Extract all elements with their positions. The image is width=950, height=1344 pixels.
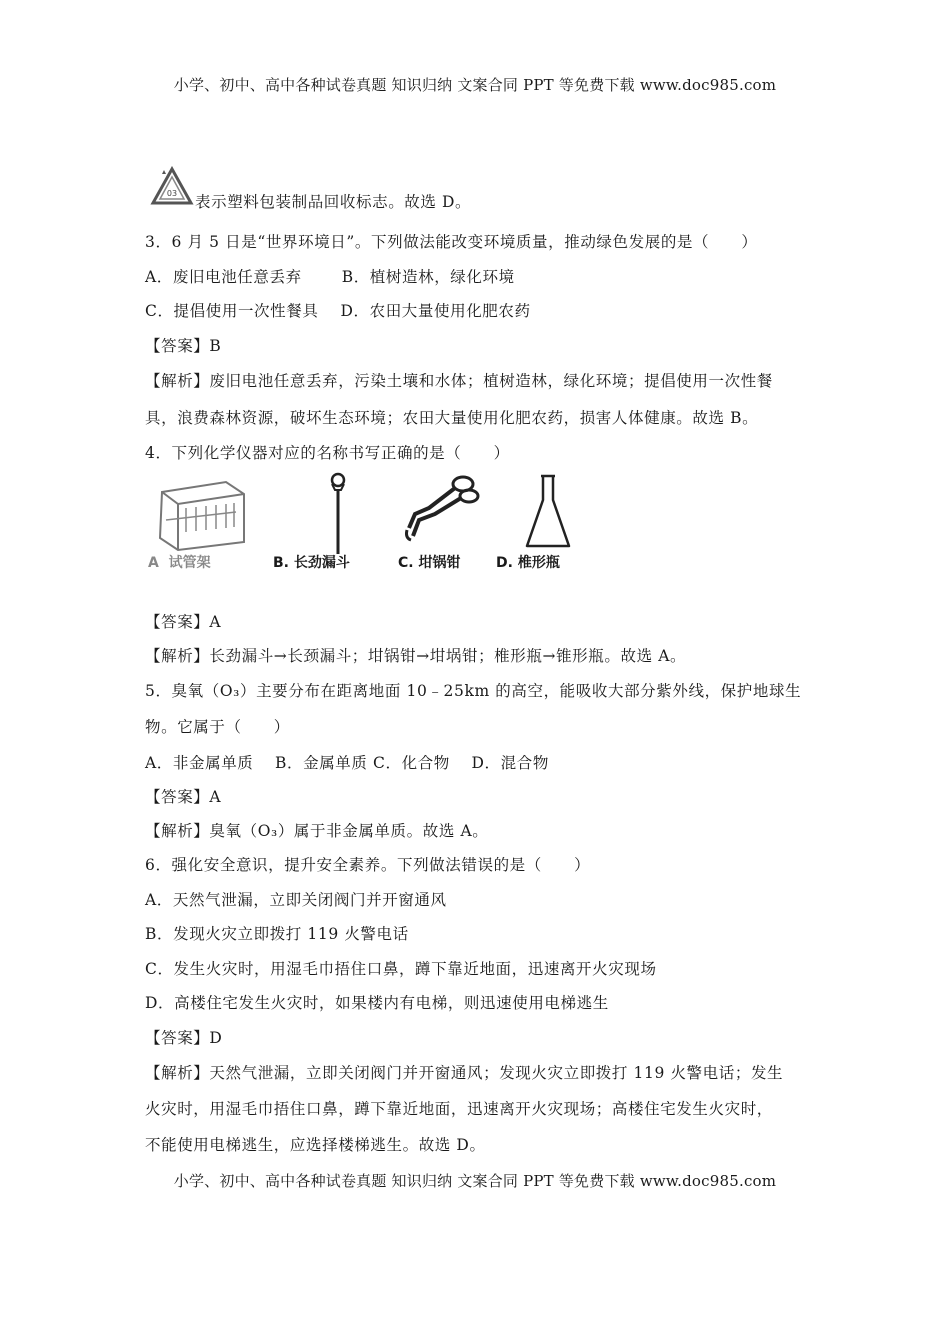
recycle-code-label: 03 xyxy=(166,189,178,198)
q3-stem: 3．6 月 5 日是“世界环境日”。下列做法能改变环境质量，推动绿色发展的是（ ） xyxy=(145,233,758,251)
figure-a-label xyxy=(148,552,211,572)
q6-option-c: C．发生火灾时，用湿毛巾捂住口鼻，蹲下靠近地面，迅速离开火灾现场 xyxy=(145,960,657,978)
q4-instrument-figure xyxy=(148,472,588,582)
q3-answer: 【答案】B xyxy=(145,337,222,355)
q6-option-a: A．天然气泄漏，立即关闭阀门并开窗通风 xyxy=(145,891,447,909)
q3-options-row-1 xyxy=(145,265,515,287)
q3-options-row-2 xyxy=(145,299,531,321)
figure-b-label xyxy=(273,552,350,572)
figure-b-letter: B. xyxy=(273,555,289,571)
figure-c-name: 坩锅钳 xyxy=(418,555,461,571)
figure-c-label xyxy=(398,552,460,572)
q6-answer: 【答案】D xyxy=(145,1029,223,1047)
figure-b-name: 长劲漏斗 xyxy=(293,555,350,571)
figure-a-name: 试管架 xyxy=(168,555,211,571)
figure-a-letter: A xyxy=(148,555,159,571)
q3-option-b: B．植树造林，绿化环境 xyxy=(341,268,515,286)
q5-stem-line-1: 5．臭氧（O₃）主要分布在距离地面 10﹣25km 的高空，能吸收大部分紫外线，保护地球生 xyxy=(145,682,802,700)
q6-option-d: D．高楼住宅发生火灾时，如果楼内有电梯，则迅速使用电梯逃生 xyxy=(145,994,609,1012)
q6-analysis-line-2: 火灾时，用湿毛巾捂住口鼻，蹲下靠近地面，迅速离开火灾现场；高楼住宅发生火灾时， xyxy=(145,1100,773,1118)
q5-answer: 【答案】A xyxy=(145,788,222,806)
q3-option-a: A．废旧电池任意丢弃 xyxy=(145,268,302,286)
q3-analysis-line-1: 【解析】废旧电池任意丢弃，污染土壤和水体；植树造林，绿化环境；提倡使用一次性餐 xyxy=(145,372,773,390)
q4-stem: 4．下列化学仪器对应的名称书写正确的是（ ） xyxy=(145,444,510,462)
recycle-caption: 表示塑料包装制品回收标志。故选 D。 xyxy=(195,193,472,211)
crucible-tongs-icon xyxy=(403,472,481,542)
q6-analysis-line-3: 不能使用电梯逃生，应选择楼梯逃生。故选 D。 xyxy=(145,1136,486,1154)
figure-c-letter: C. xyxy=(398,555,414,571)
q3-analysis-line-2: 具，浪费森林资源，破坏生态环境；农田大量使用化肥农药，损害人体健康。故选 B。 xyxy=(145,409,759,427)
figure-d-letter: D. xyxy=(496,555,513,571)
figure-d-name: 椎形瓶 xyxy=(517,555,560,571)
page-header: 小学、初中、高中各种试卷真题 知识归纳 文案合同 PPT 等免费下载 www.doc985.com xyxy=(173,76,777,94)
conical-flask-icon xyxy=(523,472,573,552)
long-neck-funnel-icon xyxy=(323,472,353,556)
q4-answer: 【答案】A xyxy=(145,613,222,631)
q6-stem: 6．强化安全意识，提升安全素养。下列做法错误的是（ ） xyxy=(145,856,591,874)
q6-option-b: B．发现火灾立即拨打 119 火警电话 xyxy=(145,925,409,943)
page-footer: 小学、初中、高中各种试卷真题 知识归纳 文案合同 PPT 等免费下载 www.doc985.com xyxy=(173,1172,777,1190)
q6-analysis-line-1: 【解析】天然气泄漏，立即关闭阀门并开窗通风；发现火灾立即拨打 119 火警电话；发生 xyxy=(145,1064,784,1082)
q5-analysis: 【解析】臭氧（O₃）属于非金属单质。故选 A。 xyxy=(145,822,489,840)
q3-option-d: D．农田大量使用化肥农药 xyxy=(340,302,531,320)
recycle-symbol-icon xyxy=(150,166,194,208)
q4-analysis: 【解析】长劲漏斗→长颈漏斗；坩锅钳→坩埚钳；椎形瓶→锥形瓶。故选 A。 xyxy=(145,647,687,665)
test-tube-rack-icon xyxy=(156,472,248,552)
q5-stem-line-2: 物。它属于（ ） xyxy=(145,718,290,736)
figure-d-label xyxy=(496,552,560,572)
q3-option-c: C．提倡使用一次性餐具 xyxy=(145,302,319,320)
q5-options: A．非金属单质 B．金属单质 C．化合物 D．混合物 xyxy=(145,754,549,772)
